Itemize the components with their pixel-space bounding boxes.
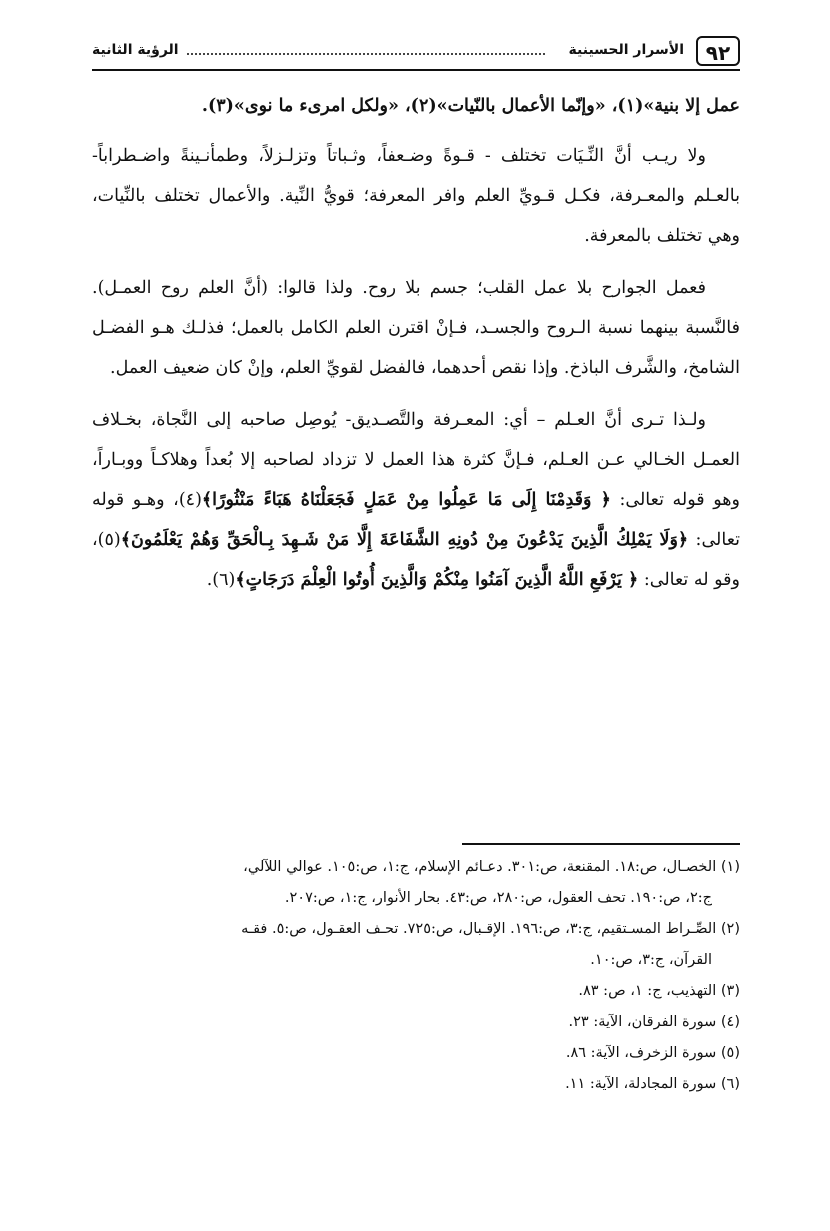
footnote-3 xyxy=(92,976,740,1007)
footnote-text-continued: القرآن، ج:٣، ص:١٠. xyxy=(590,952,712,968)
footnote-ref-6: (٦) xyxy=(212,570,236,590)
running-title: الأسرار الحسينية xyxy=(568,42,684,58)
footnote-text: سورة الفرقان، الآية: ٢٣. xyxy=(568,1014,717,1030)
footnote-separator xyxy=(462,843,740,845)
footnote-6 xyxy=(92,1069,740,1100)
lead-paragraph: عمل إلا بنية»(١)، «وإنّما الأعمال بالنّيات»(٢)، «ولكل امرىء ما نوى»(٣). xyxy=(201,96,740,116)
header-rule xyxy=(92,69,740,71)
footnote-number: (٤) xyxy=(720,1014,740,1030)
quran-verse-3: ﴿ يَرْفَعِ اللَّهُ الَّذِينَ آمَنُوا مِنْكُمْ وَالَّذِينَ أُوتُوا الْعِلْمَ دَرَجَاتٍ﴾ xyxy=(235,570,639,590)
footnote-ref-5: (٥) xyxy=(97,530,121,550)
paragraph-3-end: . xyxy=(206,570,213,590)
footnote-1 xyxy=(92,852,740,914)
footnote-number: (٣) xyxy=(720,983,740,999)
footnote-number: (٢) xyxy=(720,921,740,937)
footnote-2 xyxy=(92,914,740,976)
paragraph-2 xyxy=(92,268,740,388)
footnote-number: (١) xyxy=(720,859,740,875)
footnote-text: التهذيب، ج: ١، ص: ٨٣. xyxy=(578,983,717,999)
footnote-number: (٥) xyxy=(720,1045,740,1061)
paragraph-1 xyxy=(92,136,740,256)
footnote-number: (٦) xyxy=(720,1076,740,1092)
footnote-5 xyxy=(92,1038,740,1069)
section-title: الرؤية الثانية xyxy=(92,42,179,58)
footnote-text: سورة الزخرف، الآية: ٨٦. xyxy=(565,1045,717,1061)
quran-verse-1: ﴿ وَقَدِمْنَا إِلَى مَا عَمِلُوا مِنْ عَمَلٍ فَجَعَلْنَاهُ هَبَاءً مَنْثُورًا﴾ xyxy=(201,490,611,510)
footnote-4 xyxy=(92,1007,740,1038)
footnote-ref-4: (٤) xyxy=(178,490,202,510)
footnotes xyxy=(92,852,740,1100)
footnote-text: سورة المجادلة، الآية: ١١. xyxy=(565,1076,717,1092)
paragraph-3-text-c: ، وقو له تعالى: xyxy=(92,530,740,590)
page-header xyxy=(92,36,740,70)
paragraph-1-text: ولا ريـب أنَّ النِّـيَات تختلف - قـوةً وضـعفاً، وثـباتاً وتزلـزلاً، وطمأنـينةً واضـطراباً- بالعـلم والمعـرفة، فكـل قـويِّ العلم وافر المعرفة؛ قويُّ النِّية. والأعمال تختلف بالنِّيات، وهي تختلف بالمعرفة. xyxy=(92,146,740,246)
body-text xyxy=(92,86,740,600)
footnote-text: الخصـال، ص:١٨. المقنعة، ص:٣٠١. دعـائم الإسلام، ج:١، ص:١٠٥. عوالي اللآلي، xyxy=(243,859,717,875)
paragraph-3 xyxy=(92,400,740,600)
paragraph-3-text-b: ، وهـو قوله تعالى: xyxy=(92,490,741,550)
footnote-text-continued: ج:٢، ص:١٩٠. تحف العقول، ص:٢٨٠، ص:٤٣. بحار الأنوار، ج:١، ص:٢٠٧. xyxy=(284,890,712,906)
paragraph-3-text-a: ولـذا تـرى أنَّ العـلم – أي: المعـرفة والتَّصـديق- يُوصِل صاحبه إلى النَّجاة، بخـلاف العمـل الخـالي عـن العـلم، فـإنَّ كثرة هذا العمل لا تزداد لصاحبه إلا بُعداً وهلاكـاً ووبـاراً، وهو قوله تعالى: xyxy=(92,410,740,510)
page-number: ٩٢ xyxy=(696,36,740,66)
paragraph-2-text: فعمل الجوارح بلا عمل القلب؛ جسم بلا روح. ولذا قالوا: (أنَّ العلم روح العمـل). فالنَّسبة بينهما نسبة الـروح والجسـد، فـإنْ اقترن العلم الكامل بالعمل؛ فذلـك هـو الفضـل الشامخ، والشَّرف الباذخ. وإذا نقص أحدهما، فالفضل لقويِّ العلم، وإنْ كان ضعيف العمل. xyxy=(92,278,740,378)
quran-verse-2: ﴿وَلَا يَمْلِكُ الَّذِينَ يَدْعُونَ مِنْ دُونِهِ الشَّفَاعَةَ إِلَّا مَنْ شَـهِدَ بِـالْحَقِّ وَهُمْ يَعْلَمُونَ﴾ xyxy=(120,530,689,550)
header-leader-dots xyxy=(187,53,545,55)
footnote-text: الصِّـراط المسـتقيم، ج:٣، ص:١٩٦. الإقـبال، ص:٧٢٥. تحـف العقـول، ص:٥. فقـه xyxy=(241,921,717,937)
